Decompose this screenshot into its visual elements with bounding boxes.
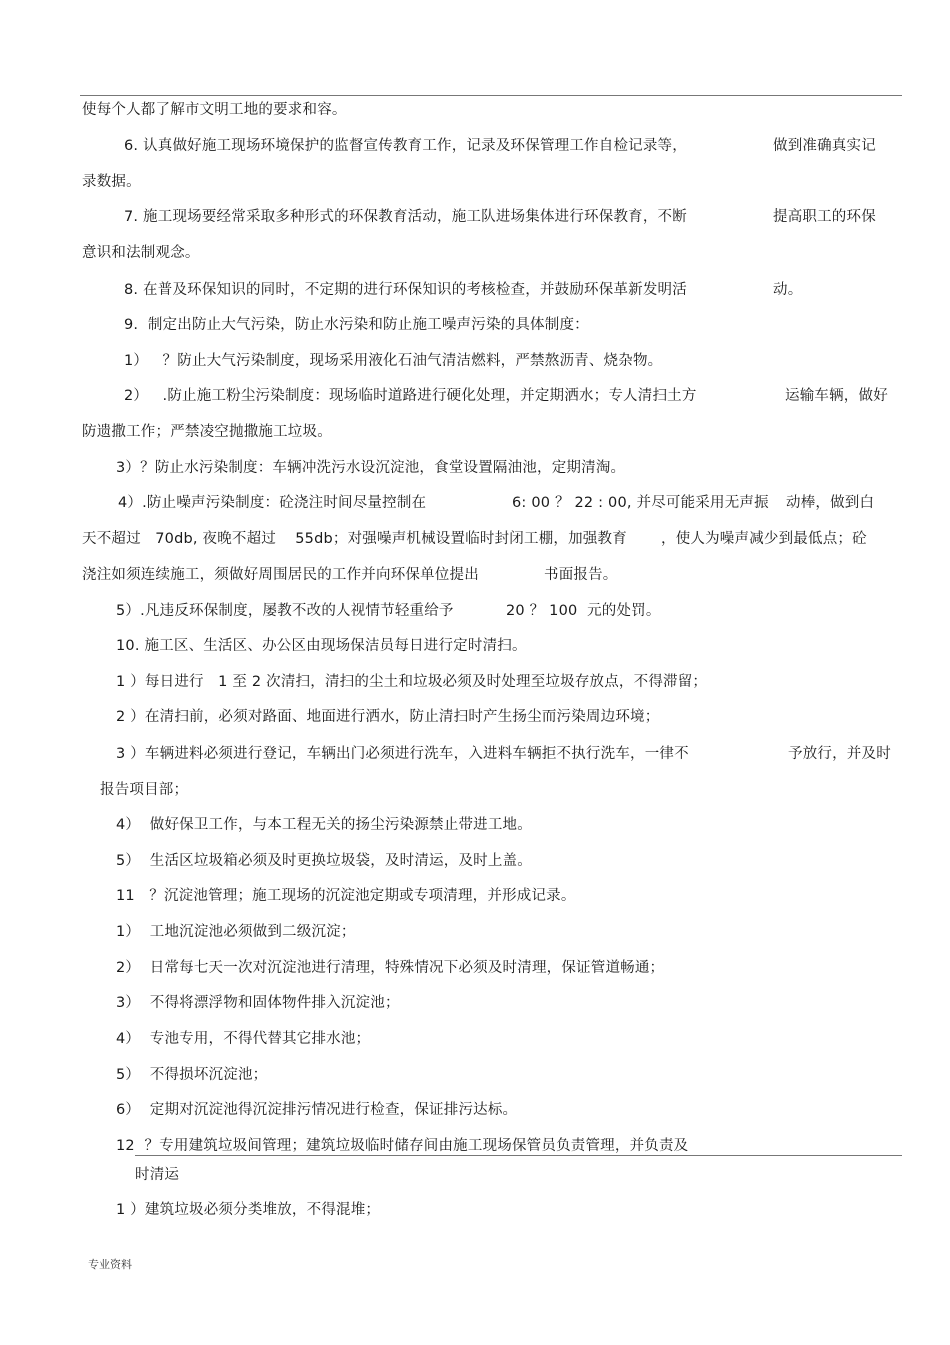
paragraph-line: 7. 施工现场要经常采取多种形式的环保教育活动，施工队进场集体进行环保教育，不断 bbox=[124, 209, 687, 225]
section-rule bbox=[135, 1155, 902, 1156]
paragraph-line: 9. 制定出防止大气污染，防止水污染和防止施工噪声污染的具体制度： bbox=[124, 317, 589, 333]
paragraph-line: ，使人为噪声减少到最低点；砼 bbox=[661, 531, 867, 547]
paragraph-line: 5）.凡违反环保制度，屡教不改的人视情节轻重给予 bbox=[116, 603, 454, 619]
paragraph-line: 提高职工的环保 bbox=[773, 209, 876, 225]
paragraph-line: 11 ？沉淀池管理；施工现场的沉淀池定期或专项清理，并形成记录。 bbox=[116, 888, 576, 904]
paragraph-line: 3）？防止水污染制度：车辆冲洗污水设沉淀池，食堂设置隔油池，定期清淘。 bbox=[116, 460, 626, 476]
page-footer: 专业资料 bbox=[88, 1258, 132, 1271]
paragraph-line: 1 ）每日进行 1 至 2 次清扫，清扫的尘土和垃圾必须及时处理至垃圾存放点，不得滞留； bbox=[116, 674, 708, 690]
paragraph-line: 2） 日常每七天一次对沉淀池进行清理，特殊情况下必须及时清理，保证管道畅通； bbox=[116, 960, 665, 976]
paragraph-line: 4） 做好保卫工作，与本工程无关的扬尘污染源禁止带进工地。 bbox=[116, 817, 532, 833]
paragraph-line: 1） 工地沉淀池必须做到二级沉淀； bbox=[116, 924, 356, 940]
paragraph-line: 1） ？防止大气污染制度，现场采用液化石油气清洁燃料，严禁熬沥青、烧杂物。 bbox=[124, 353, 663, 369]
paragraph-line: 3） 不得将漂浮物和固体物件排入沉淀池； bbox=[116, 995, 400, 1011]
paragraph-line: 8. 在普及环保知识的同时，不定期的进行环保知识的考核检查，并鼓励环保革新发明活 bbox=[124, 282, 687, 298]
paragraph-line: 2） .防止施工粉尘污染制度：现场临时道路进行硬化处理，并定期洒水；专人清扫土方 bbox=[124, 388, 697, 404]
paragraph-line: 1 ）建筑垃圾必须分类堆放，不得混堆； bbox=[116, 1202, 381, 1218]
paragraph-line: 6. 认真做好施工现场环境保护的监督宣传教育工作，记录及环保管理工作自检记录等， bbox=[124, 138, 687, 154]
paragraph-line: 10. 施工区、生活区、办公区由现场保洁员每日进行定时清扫。 bbox=[116, 638, 527, 654]
paragraph-line: 4）.防止噪声污染制度：砼浇注时间尽量控制在 bbox=[118, 495, 427, 511]
paragraph-line: 5） 不得损坏沉淀池； bbox=[116, 1067, 268, 1083]
paragraph-line: 浇注如须连续施工，须做好周围居民的工作并向环保单位提出 bbox=[82, 567, 479, 583]
paragraph-line: 6: 00 ？ 22 : 00, 并尽可能采用无声振 bbox=[512, 495, 769, 511]
paragraph-line: 报告项目部； bbox=[100, 782, 189, 798]
paragraph-line: 6） 定期对沉淀池得沉淀排污情况进行检查，保证排污达标。 bbox=[116, 1102, 518, 1118]
top-rule bbox=[80, 95, 902, 96]
paragraph-line: 动棒，做到白 bbox=[786, 495, 875, 511]
paragraph-line: 2 ）在清扫前，必须对路面、地面进行洒水，防止清扫时产生扬尘而污染周边环境； bbox=[116, 709, 660, 725]
paragraph-line: 3 ）车辆进料必须进行登记，车辆出门必须进行洗车，入进料车辆拒不执行洗车，一律不 bbox=[116, 746, 689, 762]
paragraph-line: 使每个人都了解市文明工地的要求和容。 bbox=[82, 102, 347, 118]
paragraph-line: 意识和法制观念。 bbox=[82, 245, 200, 261]
paragraph-line: 天不超过 70db, 夜晚不超过 55db；对强噪声机械设置临时封闭工棚，加强教育 bbox=[82, 531, 627, 547]
paragraph-line: 运输车辆，做好 bbox=[785, 388, 888, 404]
paragraph-line: 12 ？专用建筑垃圾间管理；建筑垃圾临时储存间由施工现场保管员负责管理，并负责及 bbox=[116, 1138, 689, 1154]
paragraph-line: 做到准确真实记 bbox=[773, 138, 876, 154]
paragraph-line: 动。 bbox=[773, 282, 803, 298]
paragraph-line: 书面报告。 bbox=[544, 567, 618, 583]
paragraph-line: 20 ？ 100 元的处罚。 bbox=[506, 603, 661, 619]
paragraph-line: 予放行，并及时 bbox=[788, 746, 891, 762]
paragraph-line: 时清运 bbox=[135, 1167, 180, 1183]
paragraph-line: 防遗撒工作；严禁凌空抛撒施工垃圾。 bbox=[82, 424, 332, 440]
paragraph-line: 5） 生活区垃圾箱必须及时更换垃圾袋，及时清运，及时上盖。 bbox=[116, 853, 532, 869]
paragraph-line: 4） 专池专用，不得代替其它排水池； bbox=[116, 1031, 371, 1047]
paragraph-line: 录数据。 bbox=[82, 174, 141, 190]
